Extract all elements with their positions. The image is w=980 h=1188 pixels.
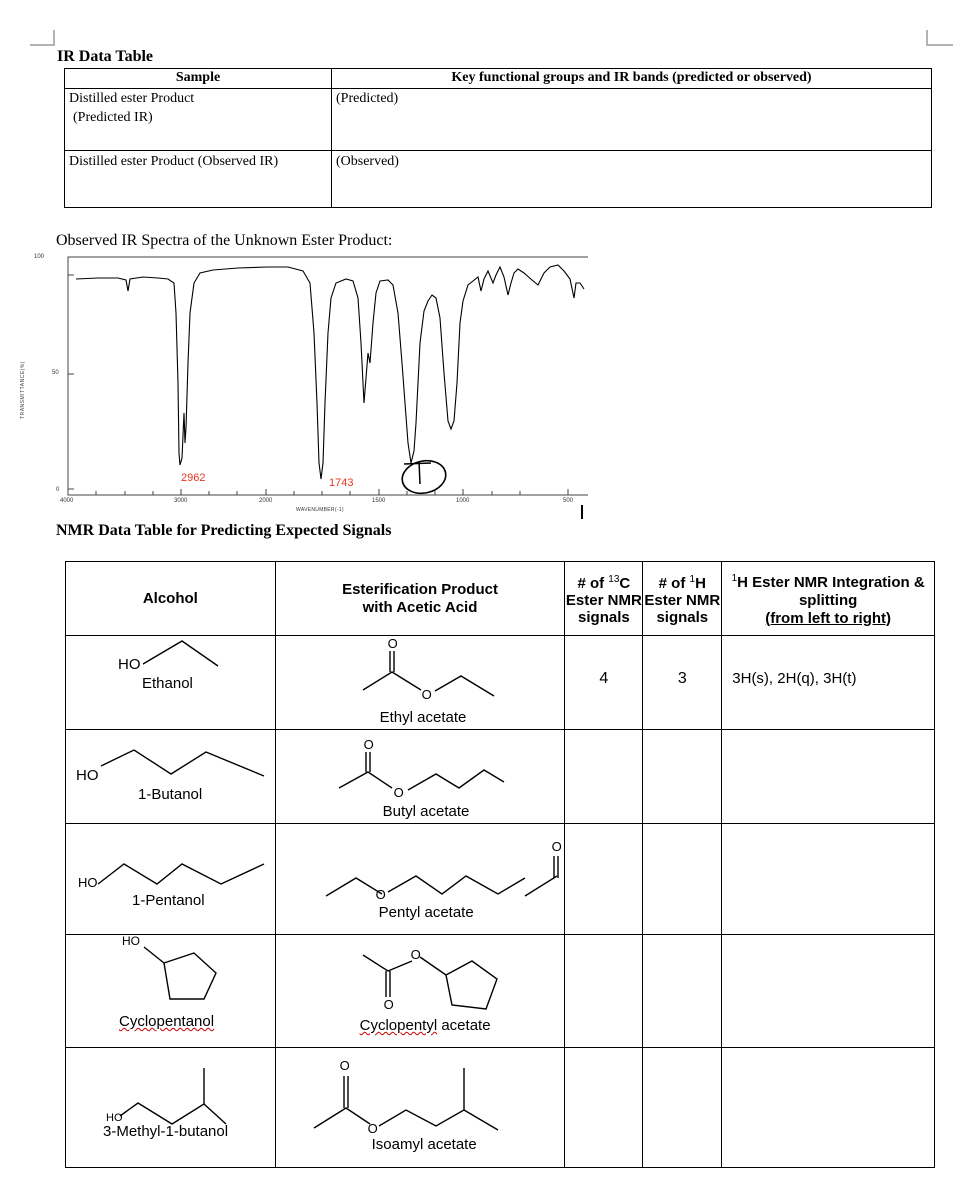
table-row bbox=[66, 824, 935, 935]
spectrum-caption: Observed IR Spectra of the Unknown Ester Product: bbox=[56, 232, 393, 249]
c13-count[interactable] bbox=[565, 824, 643, 935]
x-tick-3000: 3000 bbox=[174, 498, 188, 504]
ho-label: HO bbox=[122, 934, 140, 948]
o-ester: O bbox=[393, 785, 404, 800]
alcohol-name: 1-Pentanol bbox=[132, 892, 205, 909]
product-cell bbox=[275, 1048, 565, 1168]
header-integration-b: (from left to right) bbox=[765, 609, 892, 627]
integration-cell[interactable]: 3H(s), 2H(q), 3H(t) bbox=[722, 636, 935, 730]
y-axis-label: TRANSMITTANCE(%) bbox=[19, 361, 26, 419]
h1-count[interactable] bbox=[643, 824, 722, 935]
text-cursor bbox=[581, 505, 583, 519]
product-name-a: Cyclopentyl bbox=[359, 1017, 438, 1034]
c13-count[interactable]: 4 bbox=[565, 636, 643, 730]
alcohol-cell bbox=[66, 636, 276, 730]
o-ester: O bbox=[410, 947, 421, 962]
product-name: Pentyl acetate bbox=[378, 904, 474, 921]
corner-mark-right bbox=[925, 28, 955, 48]
ir-table-title: IR Data Table bbox=[57, 48, 154, 65]
header-h1-a: # of bbox=[658, 575, 690, 592]
ir-data-table bbox=[64, 68, 932, 208]
x-axis-label: WAVENUMBER(-1) bbox=[296, 507, 344, 513]
product-name: Isoamyl acetate bbox=[371, 1136, 477, 1153]
product-name-b: acetate bbox=[437, 1017, 491, 1034]
y-axis-bottom: 0 bbox=[56, 487, 60, 493]
integration-cell[interactable] bbox=[722, 935, 935, 1048]
product-cell bbox=[275, 636, 565, 730]
header-c13-b: C Ester NMR signals bbox=[565, 575, 642, 626]
header-c13-a: # of bbox=[577, 575, 609, 592]
alcohol-cell bbox=[66, 935, 276, 1048]
alcohol-name: 1-Butanol bbox=[138, 786, 203, 803]
h1-count[interactable]: 3 bbox=[643, 636, 722, 730]
ir-spectrum bbox=[19, 253, 588, 518]
header-h1-b: H Ester NMR signals bbox=[644, 575, 721, 626]
annotation-1743: 1743 bbox=[329, 477, 354, 489]
table-row bbox=[66, 1048, 935, 1168]
nmr-data-table bbox=[65, 561, 935, 1168]
ir-row-observed-value[interactable]: (Observed) bbox=[332, 151, 932, 208]
ir-row-predicted-sample bbox=[65, 89, 332, 151]
x-tick-1500: 1500 bbox=[372, 498, 386, 504]
o-ester: O bbox=[375, 887, 386, 902]
alcohol-name: 3-Methyl-1-butanol bbox=[103, 1123, 229, 1140]
alcohol-cell bbox=[66, 824, 276, 935]
nmr-table-title: NMR Data Table for Predicting Expected Signals bbox=[56, 522, 392, 539]
table-row bbox=[66, 730, 935, 824]
ho-label: HO bbox=[78, 875, 98, 890]
o-carbonyl: O bbox=[339, 1058, 350, 1073]
y-axis-top: 100 bbox=[34, 254, 45, 260]
annotation-2962: 2962 bbox=[181, 472, 206, 484]
ir-row-predicted-line2: (Predicted IR) bbox=[73, 110, 153, 125]
alcohol-name: Cyclopentanol bbox=[119, 1013, 215, 1030]
table-row bbox=[66, 636, 935, 730]
o-carbonyl: O bbox=[387, 636, 398, 651]
product-name: Ethyl acetate bbox=[379, 709, 467, 726]
o-carbonyl: O bbox=[551, 839, 562, 854]
header-h1-sup: 1 bbox=[689, 574, 696, 585]
x-tick-500: 500 bbox=[563, 498, 574, 504]
header-integration-a: H Ester NMR Integration & splitting bbox=[737, 573, 925, 609]
ir-row-predicted-line1: Distilled ester Product bbox=[69, 91, 195, 106]
ir-col-sample: Sample bbox=[65, 69, 332, 89]
product-name: Butyl acetate bbox=[382, 803, 470, 820]
header-integration-sup: 1 bbox=[731, 572, 738, 584]
header-c13-sup: 13 bbox=[608, 574, 620, 585]
h1-count[interactable] bbox=[643, 1048, 722, 1168]
y-axis-mid: 50 bbox=[52, 370, 59, 376]
x-tick-4000: 4000 bbox=[60, 498, 74, 504]
c13-count[interactable] bbox=[565, 935, 643, 1048]
alcohol-name: Ethanol bbox=[142, 675, 193, 692]
alcohol-cell bbox=[66, 1048, 276, 1168]
o-carbonyl: O bbox=[383, 997, 394, 1012]
product-cell bbox=[275, 730, 565, 824]
integration-cell[interactable] bbox=[722, 730, 935, 824]
header-alcohol: Alcohol bbox=[66, 562, 276, 636]
alcohol-cell bbox=[66, 730, 276, 824]
header-h1 bbox=[643, 562, 722, 636]
ho-label: HO bbox=[106, 1112, 123, 1124]
header-product: Esterification Product with Acetic Acid bbox=[275, 562, 565, 636]
ho-label: HO bbox=[118, 656, 141, 673]
product-name bbox=[360, 1017, 491, 1034]
spectrum-trace bbox=[76, 265, 584, 479]
ir-col-groups: Key functional groups and IR bands (predicted or observed) bbox=[332, 69, 932, 89]
product-cell bbox=[275, 824, 565, 935]
o-ester: O bbox=[421, 687, 432, 702]
table-row bbox=[66, 935, 935, 1048]
corner-mark-left bbox=[30, 28, 60, 48]
integration-cell[interactable] bbox=[722, 824, 935, 935]
header-c13 bbox=[565, 562, 643, 636]
ir-row-observed-sample: Distilled ester Product (Observed IR) bbox=[65, 151, 332, 208]
header-integration bbox=[722, 562, 935, 636]
c13-count[interactable] bbox=[565, 1048, 643, 1168]
o-carbonyl: O bbox=[363, 737, 374, 752]
c13-count[interactable] bbox=[565, 730, 643, 824]
h1-count[interactable] bbox=[643, 935, 722, 1048]
x-tick-2000: 2000 bbox=[259, 498, 273, 504]
o-ester: O bbox=[367, 1121, 378, 1136]
product-cell bbox=[275, 935, 565, 1048]
integration-cell[interactable] bbox=[722, 1048, 935, 1168]
h1-count[interactable] bbox=[643, 730, 722, 824]
ir-row-predicted-value[interactable]: (Predicted) bbox=[332, 89, 932, 151]
ho-label: HO bbox=[76, 767, 99, 784]
x-tick-1000: 1000 bbox=[456, 498, 470, 504]
